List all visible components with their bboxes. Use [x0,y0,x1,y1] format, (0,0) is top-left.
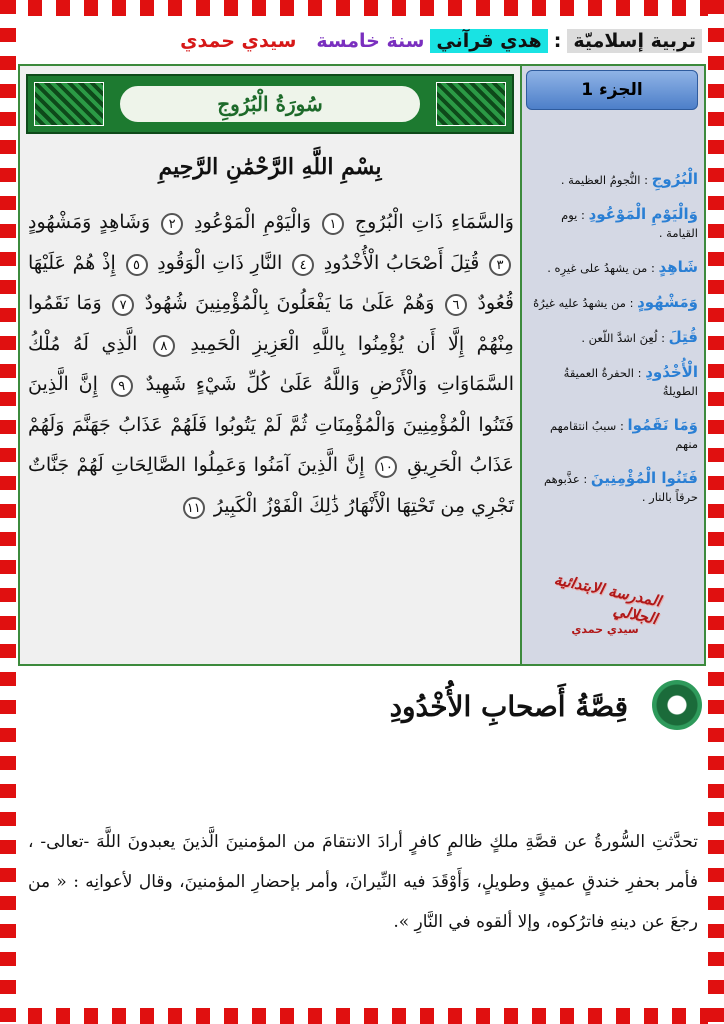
school-logo [550,569,663,640]
ornament-right [436,82,506,126]
quran-panel [20,66,520,664]
glossary-term: الْبُرُوجِ [651,170,698,188]
glossary-definition: : من يشهدُ عليه غيرُهُ [533,296,634,310]
ayah-text: إِنَّ الَّذِينَ فَتَنُوا الْمُؤْمِنِينَ وَالْمُؤْمِنَاتِ ثُمَّ لَمْ يَتُوبُوا فَلَهُمْ عَذَابُ جَهَنَّمَ وَلَهُمْ عَذَابُ الْحَرِيقِ [28,373,514,476]
glossary-term: الْأُخْدُودِ [645,363,698,381]
teacher-name: سيدي حمدي [180,30,297,52]
glossary-sidebar [520,66,704,664]
decorative-border-bottom [0,1008,724,1024]
glossary-item [526,205,698,242]
ornament-left [34,82,104,126]
page-header [22,24,702,58]
ayah-text: النَّارِ ذَاتِ الْوَقُودِ [157,251,283,274]
glossary-item [526,416,698,453]
unit-label: هدي قرآني [430,29,547,53]
glossary-definition: : الحفرةُ العميقةُ الطويلةُ [563,366,698,398]
ayah-number-marker: ٦ [445,294,467,316]
grade-level-label: سنة خامسة [316,30,425,52]
ayah-number-marker: ١١ [183,497,205,519]
lesson-box [18,64,706,666]
glossary-definition: : عذَّبوهم حرقاً بالنار . [543,472,698,504]
decorative-border-top [0,0,724,16]
story-body: تحدَّثتِ السُّورةُ عن قصَّةِ ملكٍ ظالمٍ كافرٍ أرادَ الانتقامَ من المؤمنينَ الَّذينَ يعبدونَ اللَّهَ -تعالى- ، فأمر بحفرِ خندقٍ عميقٍ وطويلٍ، وَأَوْقَدَ فيه النِّيرانَ، وأمر بإحضارِ المؤمنينَ، وقال لأعوانِه : « من رجعَ عن دينهِ فاترُكوه، وإلا ألقوه في النَّارِ ». [28,832,698,932]
glossary-definition: : سببُ انتقامهم منهم [549,419,698,451]
ayah-text: وَهُمْ عَلَىٰ مَا يَفْعَلُونَ بِالْمُؤْمِنِينَ شُهُودٌ [144,292,435,314]
ayah-text: قُتِلَ أَصْحَابُ الْأُخْدُودِ [323,251,480,274]
glossary-term: فَتَنُوا الْمُؤْمِنِينَ [590,469,698,487]
ayah-text: وَشَاهِدٍ وَمَشْهُودٍ [28,211,151,233]
ayah-number-marker: ١٠ [375,456,397,478]
ayah-number-marker: ٥ [126,254,148,276]
glossary-term: قُتِلَ [668,328,698,346]
glossary-definition: : النُّجومُ العظيمة . [560,173,648,187]
glossary-definition: : من يشهدُ على غيرِه . [547,261,655,275]
basmala: بِسْمِ اللَّهِ الرَّحْمَٰنِ الرَّحِيمِ [158,154,382,180]
ayah-text: وَالسَّمَاءِ ذَاتِ الْبُرُوجِ [354,211,514,233]
glossary-list [526,170,698,522]
ayah-text: وَالْيَوْمِ الْمَوْعُودِ [194,211,311,233]
header-colon: : [553,30,562,52]
verses-text [28,202,514,526]
ayah-number-marker: ٤ [292,254,314,276]
ayah-number-marker: ١ [322,213,344,235]
ayah-text: الَّذِي لَهُ مُلْكُ السَّمَاوَاتِ وَالْأَرْضِ وَاللَّهُ عَلَىٰ كُلِّ شَيْءٍ شَهِيدٌ [28,332,514,395]
decorative-border-left [0,0,16,1024]
ayah-text: وَمَا نَقَمُوا مِنْهُمْ إِلَّا أَن يُؤْمِنُوا بِاللَّهِ الْعَزِيزِ الْحَمِيدِ [28,292,514,355]
ornament-medallion-icon [652,680,702,730]
part-tab: الجزء 1 [526,70,698,110]
glossary-item [526,293,698,312]
glossary-item [526,170,698,189]
ayah-number-marker: ٢ [161,213,183,235]
glossary-definition: : يوم القيامة . [561,208,698,240]
glossary-term: وَالْيَوْمِ الْمَوْعُودِ [588,205,698,223]
story-title: قِصَّةُ أَصحابِ الأُخْدُودِ [389,690,628,723]
glossary-item [526,328,698,347]
ayah-number-marker: ٩ [111,375,133,397]
decorative-border-right [708,0,724,1024]
glossary-term: وَمَا نَقَمُوا [627,416,698,434]
ayah-text: إِنَّ الَّذِينَ آمَنُوا وَعَمِلُوا الصَّالِحَاتِ لَهُمْ جَنَّاتٌ تَجْرِي مِن تَحْتِهَا الْأَنْهَارُ ذَٰلِكَ الْفَوْزُ الْكَبِيرُ [28,454,514,517]
glossary-term: شَاهِدٍ [658,258,698,276]
surah-title: سُورَةُ الْبُرُوجِ [118,84,422,124]
school-name: المدرسة الابتدائية الجلالي [552,569,663,628]
ayah-text: إِذْ هُمْ عَلَيْهَا قُعُودٌ [28,251,515,314]
glossary-term: وَمَشْهُودٍ [637,293,698,311]
glossary-item [526,469,698,506]
ayah-number-marker: ٣ [489,254,511,276]
ayah-number-marker: ٧ [112,294,134,316]
ayah-number-marker: ٨ [153,335,175,357]
school-logo-teacher: سيدي حمدي [571,622,639,636]
glossary-item [526,363,698,400]
glossary-item [526,258,698,277]
subject-label: تربية إسلاميّة [567,29,702,53]
surah-banner [26,74,514,134]
glossary-definition: : لُعِنَ اشدَّ اللّعن . [581,331,665,345]
